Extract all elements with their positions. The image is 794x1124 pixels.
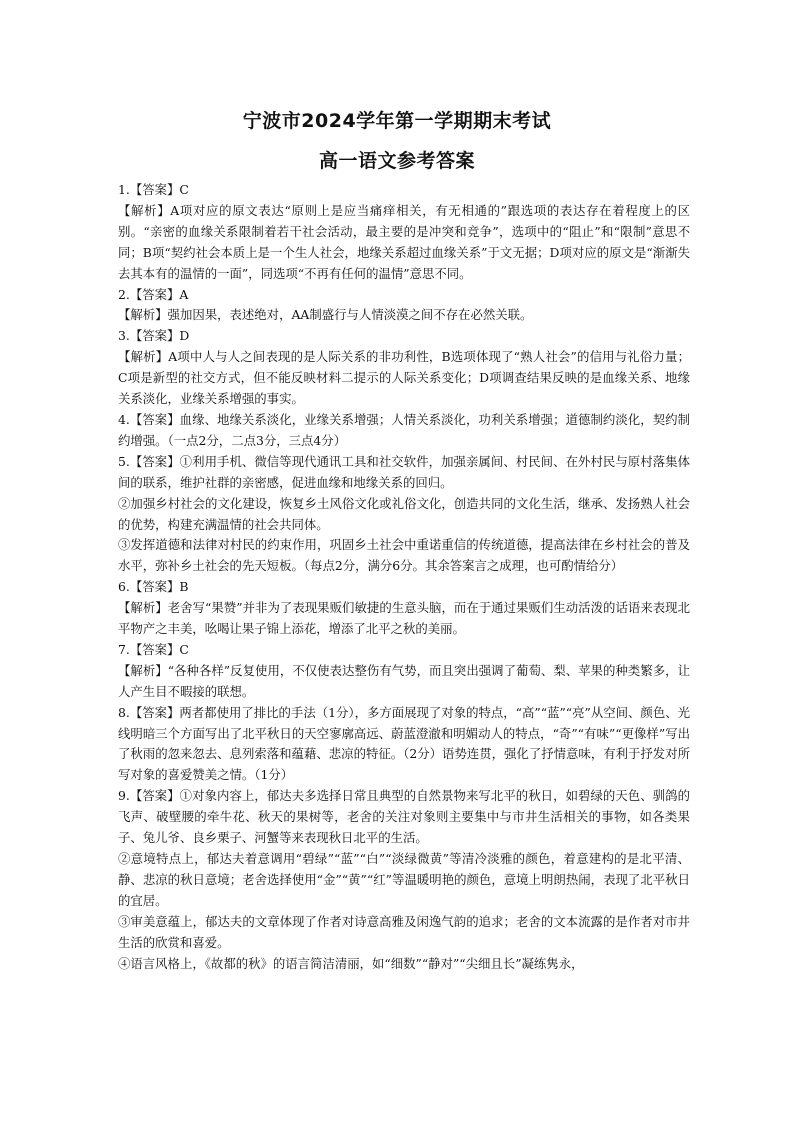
- answer-5-point-2: ②加强乡村社会的文化建设，恢复乡土风俗文化或礼俗文化，创造共同的文化生活，继承、发扬熟人社会的优势，构建充满温情的社会共同体。: [118, 495, 690, 532]
- answer-8: 8.【答案】两者都使用了排比的手法（1分），多方面展现了对象的特点，“高”“蓝”“亮”从空间、颜色、光线明暗三个方面写出了北平秋日的天空寥廓高远、蔚蓝澄澈和明媚动人的特点，“奇”“有味”“更像样”写出了秋雨的忽来忽去、息列索落和蕴藉、悲凉的特征。（2分）语势连贯，强化了抒情意味，有利于抒发对所写对象的喜爱赞美之情。（1分）: [118, 704, 690, 783]
- answer-9-point-2: ②意境特点上，郁达夫着意调用“碧绿”“蓝”“白”“淡绿微黄”等清冷淡雅的颜色，着意建构的是北平清、静、悲凉的秋日意境；老舍选择使用“金”“黄”“红”等温暖明艳的颜色，意境上明朗热闹，表现了北平秋日的宜居。: [118, 851, 690, 908]
- answer-1-analysis: 【解析】A项对应的原文表达“原则上是应当痛痒相关，有无相通的”跟选项的表达存在着程度上的区别。“亲密的血缘关系限制着若干社会活动，最主要的是冲突和竞争”，选项中的“阻止”和“限制”意思不同；B项“契约社会本质上是一个生人社会，地缘关系超过血缘关系”于文无据；D项对应的原文是“渐渐失去其本有的温情的一面”，同选项“不再有任何的温情”意思不同。: [118, 202, 690, 281]
- answer-2-label: 2.【答案】A: [118, 286, 189, 302]
- document-subtitle: 高一语文参考答案: [318, 150, 475, 172]
- answer-body: [118, 180, 690, 974]
- answer-7-label: 7.【答案】C: [118, 641, 189, 657]
- answer-7-analysis: 【解析】“各种各样”反复使用，不仅使表达整伤有气势，而且突出强调了葡萄、梨、苹果的种类繁多，让人产生目不暇接的联想。: [118, 662, 690, 699]
- answer-2-analysis: 【解析】强加因果，表述绝对，AA制盛行与人情淡漠之间不存在必然关联。: [118, 307, 533, 323]
- answer-4: 4.【答案】血缘、地缘关系淡化，业缘关系增强；人情关系淡化，功利关系增强；道德制约淡化，契约制约增强。（一点2分，二点3分，三点4分）: [118, 411, 690, 448]
- answer-3-analysis: 【解析】A项中人与人之间表现的是人际关系的非功利性，B选项体现了“熟人社会”的信用与礼俗力量；C项是新型的社交方式，但不能反映材料二提示的人际关系变化；D项调查结果反映的是血缘关系、地缘关系淡化，业缘关系增强的事实。: [118, 349, 690, 407]
- answer-5-point-3: ③发挥道德和法律对村民的约束作用，巩固乡土社会中重诺重信的传统道德，提高法律在乡村社会的普及水平，弥补乡土社会的先天短板。（每点2分，满分6分。其余答案言之成理，也可酌情给分）: [118, 537, 690, 574]
- answer-6-analysis: 【解析】老舍写“果赞”并非为了表现果贩们敏捷的生意头脑，而在于通过果贩们生动活泼的话语来表现北平物产之丰美，吆喝让果子锦上添花，增添了北平之秋的美丽。: [118, 600, 690, 637]
- answer-9-point-4: ④语言风格上，《故都的秋》的语言简洁清丽，如“细数”“静对”“尖细且长”凝练隽永，: [118, 955, 584, 971]
- answer-3-label: 3.【答案】D: [118, 328, 190, 344]
- answer-6-label: 6.【答案】B: [118, 579, 189, 595]
- answer-1-label: 1.【答案】C: [118, 182, 189, 197]
- answer-9-point-3: ③审美意蕴上，郁达夫的文章体现了作者对诗意高雅及闲逸气韵的追求；老舍的文本流露的是作者对市井生活的欣赏和喜爱。: [118, 913, 690, 950]
- document-title: 宁波市2024学年第一学期期末考试: [242, 110, 552, 132]
- answer-9-point-1: 9.【答案】①对象内容上，郁达夫多选择日常且典型的自然景物来写北平的秋日，如碧绿的天色、驯鸽的飞声、破壁腰的牵牛花、秋天的果树等，老舍的关注对象则主要集中与市井生活相关的事物，如各类果子、兔儿爷、良乡栗子、河蟹等来表现秋日北平的生活。: [118, 788, 690, 846]
- answer-5-point-1: 5.【答案】①利用手机、微信等现代通讯工具和社交软件，加强亲属间、村民间、在外村民与原村落集体间的联系，维护社群的亲密感，促进血缘和地缘关系的回归。: [118, 453, 690, 490]
